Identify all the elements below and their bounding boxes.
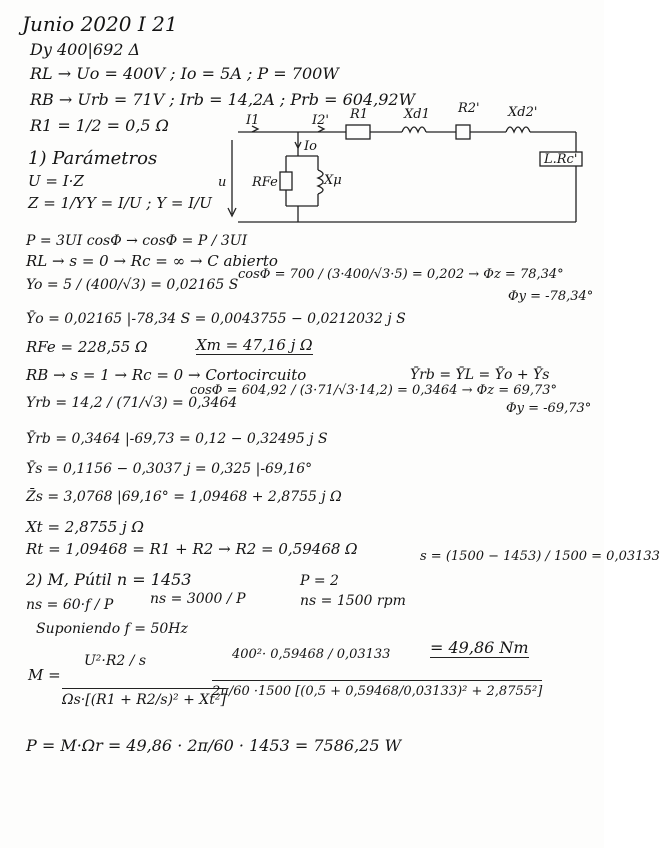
label-i2: I2' [312,113,329,128]
eq-m: Z̄s = 3,0768 |69,16° = 1,09468 + 2,8755 j Ω [26,489,342,505]
eq-b: Z = 1/Y [28,194,86,212]
eq-j2: cosΦ = 604,92 / (3·71/√3·14,2) = 0,3464 → Φz = 69,73° [190,383,558,398]
eq-slip: s = (1500 − 1453) / 1500 = 0,03133 [420,549,660,564]
eq-ns2: ns = 3000 / P [150,591,246,607]
eq-h2: Xm = 47,16 j Ω [196,336,313,354]
eq-k: Ȳrb = 0,3464 |-69,73 = 0,12 − 0,32495 j S [26,431,328,447]
eq-ns: ns = 60·f / P [26,597,114,613]
eq-c: Y = I/U ; Y = I/U [86,194,212,212]
label-r2: R2' [458,101,480,116]
eq-l: Ȳs = 0,1156 − 0,3037 j = 0,325 |-69,16° [26,461,313,477]
givens-line-1: RL → Uo = 400V ; Io = 5A ; P = 700W [30,64,339,83]
givens-line-2: RB → Urb = 71V ; Irb = 14,2A ; Prb = 604,92W [30,90,416,109]
eq-f2: cosΦ = 700 / (3·400/√3·5) = 0,202 → Φz = 78,34° [238,267,564,282]
doc-code: Dy 400|692 Δ [30,40,141,59]
label-io: Io [304,139,317,154]
eq-i2: Ȳrb = ȲL = Ȳo + Ȳs [410,367,550,383]
label-x1: Xd1 [404,107,430,122]
torque-den: Ωs·[(R1 + R2/s)² + Xt²] [62,688,226,707]
page-title: Junio 2020 I 21 [22,12,178,36]
eq-e: RL → s = 0 → Rc = ∞ → C abierto [26,252,278,270]
section-2-heading: 2) M, Pútil n = 1453 [26,570,192,589]
eq-n: Xt = 2,8755 j Ω [26,518,144,536]
label-u: u [218,175,227,190]
eq-a: U = I·Z [28,172,84,190]
power-line: P = M·Ωr = 49,86 · 2π/60 · 1453 = 7586,25 W [26,736,402,755]
eq-d: P = 3UI cosΦ → cosΦ = P / 3UI [26,233,248,249]
eq-o: Rt = 1,09468 = R1 + R2 → R2 = 0,59468 Ω [26,540,358,558]
torque-num: U²·R2 / s [84,653,147,669]
eq-f3: Φy = -78,34° [508,289,594,304]
eq-h1: RFe = 228,55 Ω [26,338,148,356]
eq-g: Ȳo = 0,02165 |-78,34 S = 0,0043755 − 0,0212032 j S [26,311,406,327]
section-1-heading: 1) Parámetros [28,148,158,169]
label-x2: Xd2' [508,105,538,120]
torque-num-values: 400²· 0,59468 / 0,03133 [232,647,391,662]
eq-i1: RB → s = 1 → Rc = 0 → Cortocircuito [26,366,307,384]
givens-line-3: R1 = 1/2 = 0,5 Ω [30,116,169,135]
label-load: L.Rc' [544,152,578,167]
label-rfe: RFe [252,175,278,190]
assume-note: Suponiendo f = 50Hz [36,621,188,637]
label-r1: R1 [350,107,369,122]
eq-j1: Yrb = 14,2 / (71/√3) = 0,3464 [26,395,238,411]
eq-j3: Φy = -69,73° [506,401,592,416]
eq-ns3: ns = 1500 rpm [300,593,406,609]
torque-result: = 49,86 Nm [430,638,529,657]
torque-label: M = [28,666,61,684]
label-i1: I1 [246,113,260,128]
label-xu: Xμ [324,173,342,188]
torque-den-values: 2π/60 ·1500 [(0,5 + 0,59468/0,03133)² + 2,8755²] [212,680,542,698]
eq-p: P = 2 [300,573,339,589]
eq-f1: Yo = 5 / (400/√3) = 0,02165 S [26,277,239,293]
